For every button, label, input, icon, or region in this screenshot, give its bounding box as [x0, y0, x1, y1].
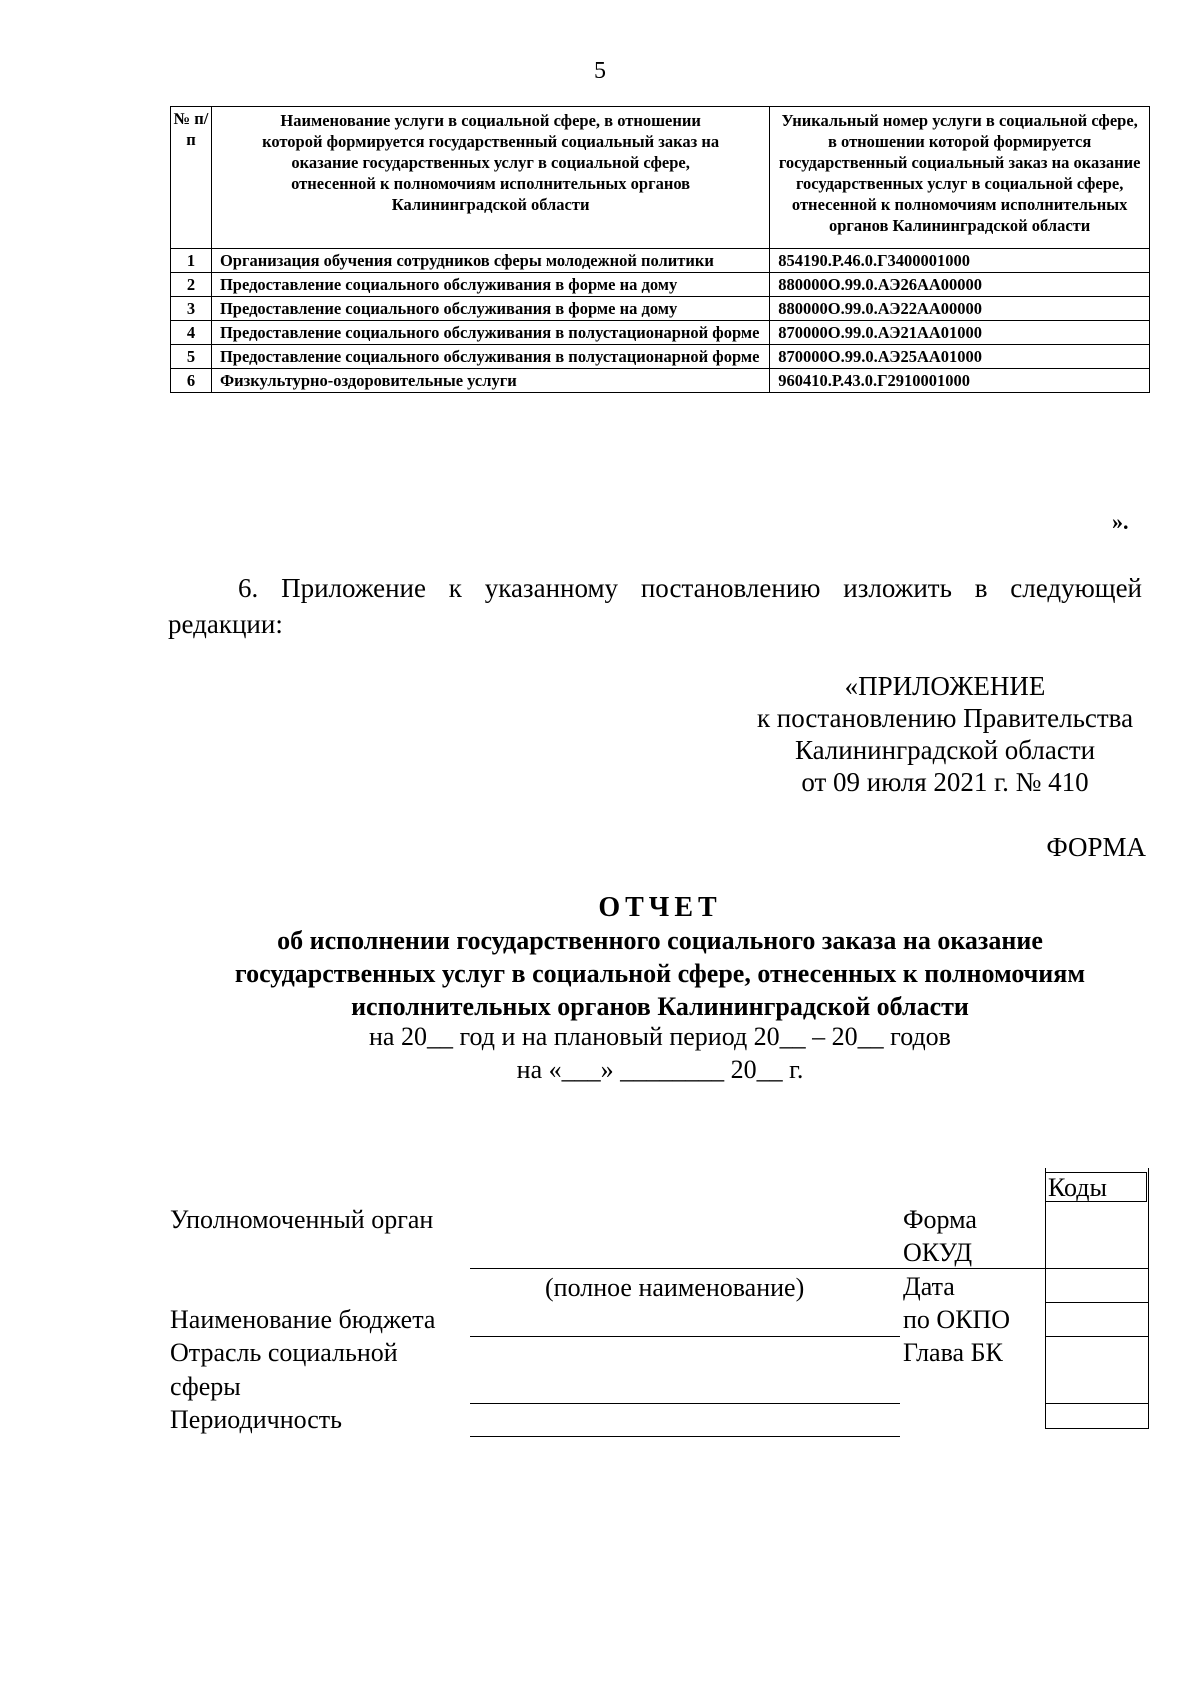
report-subtitle-line: об исполнении государственного социального заказа на оказание: [277, 926, 1043, 955]
table-row: [171, 345, 1150, 369]
table-row: [171, 249, 1150, 273]
full-name-hint: (полное наименование): [545, 1273, 805, 1302]
row-service-name: Физкультурно-оздоровительные услуги: [211, 369, 769, 393]
row-num: 3: [171, 297, 212, 321]
row-service-name: Организация обучения сотрудников сферы молодежной политики: [211, 249, 769, 273]
bk-head-label: Глава БК: [903, 1338, 1003, 1367]
row-num: 6: [171, 369, 212, 393]
table-close-quote: ».: [1112, 509, 1129, 534]
row-service-code: 854190.Р.46.0.Г3400001000: [770, 249, 1150, 273]
table-row: [171, 273, 1150, 297]
table-row: [171, 321, 1150, 345]
header-service-name: Наименование услуги в социальной сфере, в отношении которой формируется государственный социальный заказ на оказание государственных услуг в социальной сфере, отнесенной к полномочиям исполнительных органов Калининградской области: [211, 107, 769, 249]
form-label: ФОРМА: [1046, 832, 1146, 862]
date-label: Дата: [903, 1272, 955, 1301]
row-service-code: 870000О.99.0.АЭ25АА01000: [770, 345, 1150, 369]
row-num: 2: [171, 273, 212, 297]
report-subtitle-line: исполнительных органов Калининградской области: [351, 992, 969, 1021]
social-sector-line: [470, 1403, 900, 1404]
row-num: 1: [171, 249, 212, 273]
appendix-line: Калининградской области: [794, 735, 1096, 765]
codes-separator: [1045, 1268, 1149, 1269]
row-service-code: 880000О.99.0.АЭ26АА00000: [770, 273, 1150, 297]
social-sector-label: Отрасль социальной: [170, 1338, 398, 1367]
periodicity-line: [470, 1436, 900, 1437]
row-service-code: 880000О.99.0.АЭ22АА00000: [770, 297, 1150, 321]
report-period: [170, 1020, 1150, 1086]
header-service-code: Уникальный номер услуги в социальной сфере, в отношении которой формируется государственный социальный заказ на оказание государственных услуг в социальной сфере, отнесенной к полномочиям исполнительных органов Калининградской области: [770, 107, 1150, 249]
social-sector-label-2: сферы: [170, 1372, 241, 1401]
header-num: № п/п: [171, 107, 212, 249]
page-number: 5: [594, 58, 606, 84]
period-line: на 20__ год и на плановый период 20__ – 20__ годов: [369, 1022, 951, 1051]
codes-separator: [1045, 1403, 1149, 1404]
codes-separator: [1045, 1336, 1149, 1337]
report-subtitle: [170, 924, 1150, 1023]
codes-separator: [1045, 1302, 1149, 1303]
row-num: 4: [171, 321, 212, 345]
appendix-line: к постановлению Правительства: [756, 703, 1134, 733]
okpo-label: по ОКПО: [903, 1305, 1011, 1334]
services-table: [170, 106, 1150, 393]
okud-label: Форма: [903, 1205, 977, 1234]
table-row: [171, 369, 1150, 393]
row-service-code: 960410.Р.43.0.Г2910001000: [770, 369, 1150, 393]
row-service-code: 870000О.99.0.АЭ21АА01000: [770, 321, 1150, 345]
row-service-name: Предоставление социального обслуживания в полустационарной форме: [211, 321, 769, 345]
appendix-line: от 09 июля 2021 г. № 410: [801, 767, 1089, 797]
row-service-name: Предоставление социального обслуживания в полустационарной форме: [211, 345, 769, 369]
period-line: на «___» ________ 20__ г.: [516, 1055, 804, 1084]
report-subtitle-line: государственных услуг в социальной сфере, отнесенных к полномочиям: [234, 959, 1086, 988]
budget-name-line: [470, 1336, 900, 1337]
appendix-heading: [740, 670, 1150, 798]
appendix-line: «ПРИЛОЖЕНИЕ: [844, 671, 1046, 701]
row-service-name: Предоставление социального обслуживания в форме на дому: [211, 273, 769, 297]
table-header-row: [171, 107, 1150, 249]
row-service-name: Предоставление социального обслуживания в форме на дому: [211, 297, 769, 321]
okud-underline: [900, 1268, 1045, 1269]
report-title: ОТЧЕТ: [598, 892, 722, 923]
authorized-body-line: [470, 1268, 900, 1269]
row-num: 5: [171, 345, 212, 369]
okud-label-2: ОКУД: [903, 1238, 973, 1267]
codes-header: Коды: [1045, 1172, 1147, 1202]
periodicity-label: Периодичность: [170, 1405, 343, 1434]
paragraph-6: 6. Приложение к указанному постановлению изложить в следующей редакции:: [168, 573, 1142, 639]
codes-box: [1045, 1168, 1149, 1429]
authorized-body-label: Уполномоченный орган: [170, 1205, 434, 1234]
table-row: [171, 297, 1150, 321]
budget-name-label: Наименование бюджета: [170, 1305, 436, 1334]
